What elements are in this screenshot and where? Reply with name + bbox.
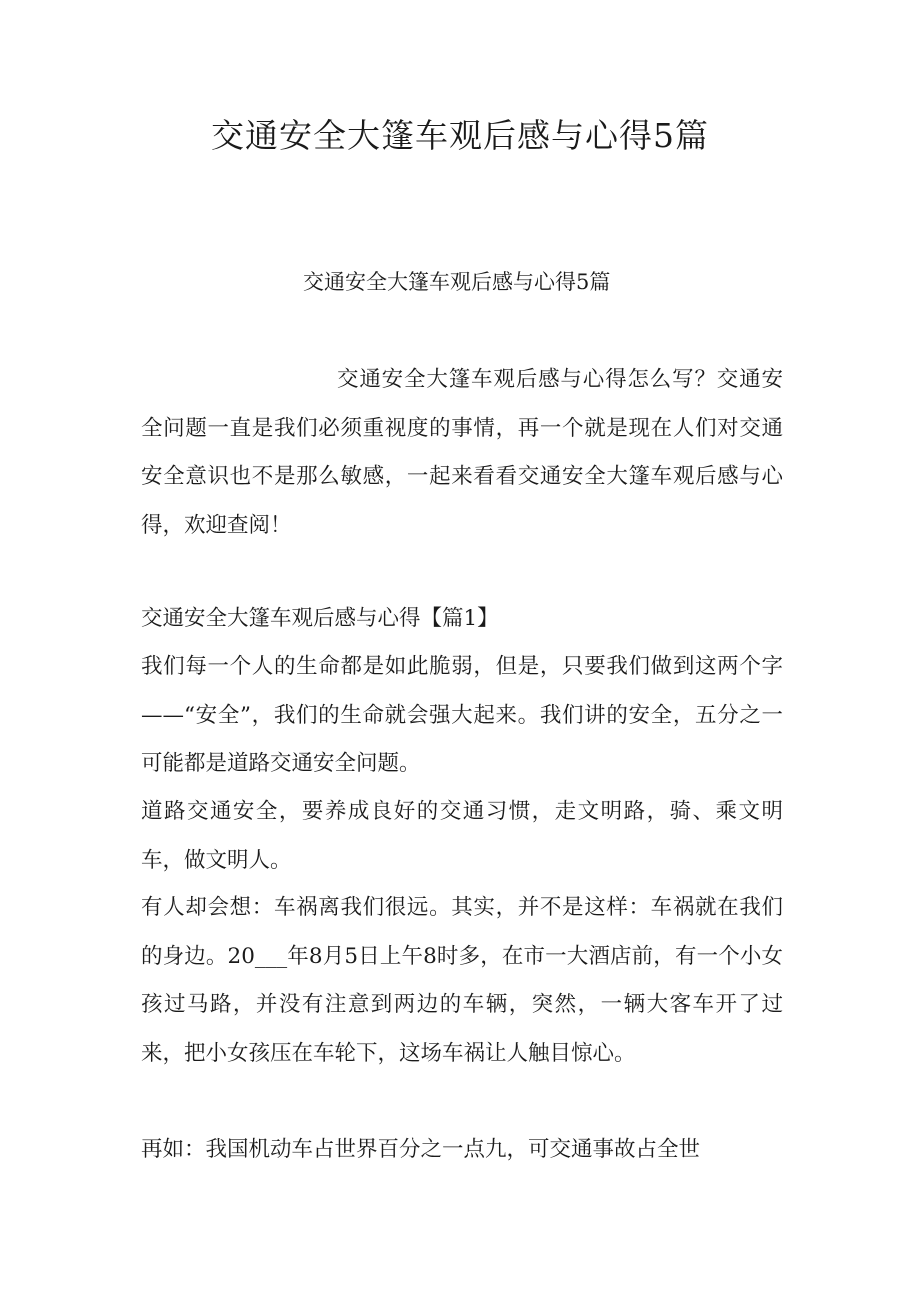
document-subtitle: 交通安全大篷车观后感与心得5篇 — [303, 270, 611, 294]
body-paragraph: 道路交通安全，要养成良好的交通习惯，走文明路，骑、乘文明车，做文明人。 — [141, 799, 783, 873]
intro-paragraph: 交通安全大篷车观后感与心得怎么写？交通安全问题一直是我们必须重视度的事情，再一个就是现在人们对交通安全意识也不是那么敏感，一起来看看交通安全大篷车观后感与心得，欢迎查阅！ — [141, 367, 783, 538]
body-paragraph: 我们每一个人的生命都是如此脆弱，但是，只要我们做到这两个字——“安全”，我们的生命就会强大起来。我们讲的安全，五分之一可能都是道路交通安全问题。 — [141, 654, 783, 776]
body-paragraph: 有人却会想：车祸离我们很远。其实，并不是这样：车祸就在我们的身边。20___年8月5日上午8时多，在市一大酒店前，有一个小女孩过马路，并没有注意到两边的车辆，突然，一辆大客车开了过来，把小女孩压在车轮下，这场车祸让人触目惊心。 — [141, 895, 783, 1066]
section-heading: 交通安全大篷车观后感与心得【篇1】 — [141, 606, 499, 631]
body-paragraph: 再如：我国机动车占世界百分之一点九，可交通事故占全世 — [141, 1137, 701, 1162]
document-title: 交通安全大篷车观后感与心得5篇 — [211, 116, 709, 155]
